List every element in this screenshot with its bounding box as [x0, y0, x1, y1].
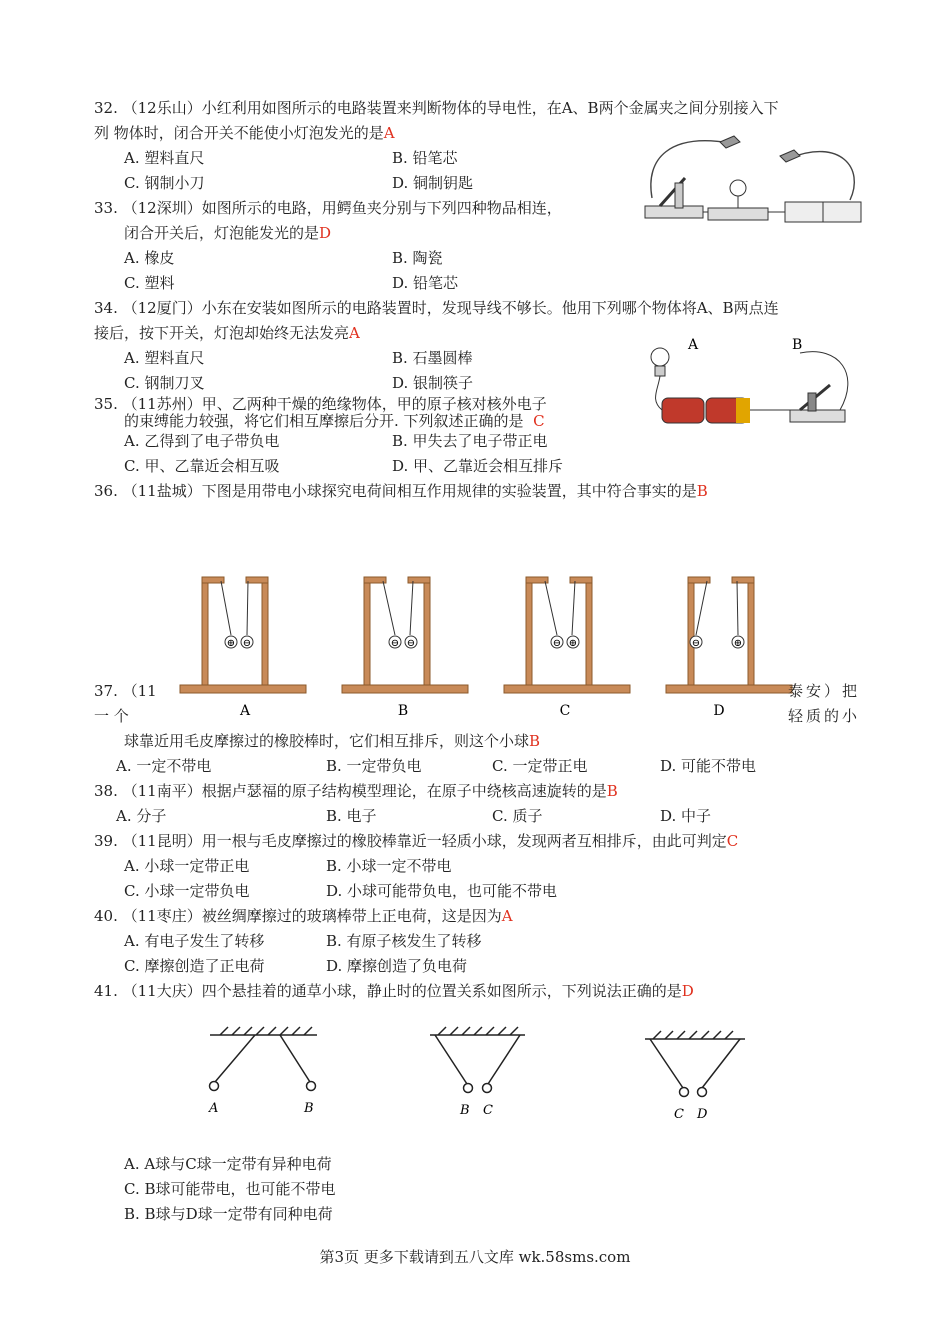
q34-option-a: A. 塑料直尺 — [124, 349, 205, 367]
q36-apparatus-c — [504, 577, 630, 719]
q35-option-b: B. 甲失去了电子带正电 — [392, 432, 548, 450]
q34-stem-line2: 接后，按下开关，灯泡却始终无法发亮A — [94, 324, 360, 342]
charge-minus-icon: ⊖ — [242, 638, 252, 649]
q39-option-a: A. 小球一定带正电 — [124, 857, 250, 875]
circuit-figure-q32 — [640, 128, 860, 228]
charge-minus-icon: ⊖ — [691, 638, 701, 649]
q33-option-b: B. 陶瓷 — [392, 249, 443, 267]
q40-option-d: D. 摩擦创造了负电荷 — [326, 957, 468, 975]
page-footer: 第3页 更多下载请到五八文库 wk.58sms.com — [319, 1248, 631, 1266]
q38-option-c: C. 质子 — [492, 807, 543, 825]
q41-group-ab — [210, 1027, 318, 1091]
q39-option-d: D. 小球可能带负电，也可能不带电 — [326, 882, 558, 900]
charge-minus-icon: ⊖ — [406, 638, 416, 649]
q33-option-a: A. 橡皮 — [124, 249, 175, 267]
q36-answer: B — [696, 482, 708, 500]
charge-plus-icon: ⊕ — [733, 638, 743, 649]
q34-label-a: A — [688, 337, 699, 353]
q41-label-d: D — [697, 1107, 708, 1122]
q41-label-a: A — [209, 1101, 219, 1116]
q37-option-c: C. 一定带正电 — [492, 757, 588, 775]
q32-answer: A — [383, 124, 395, 142]
q37-option-b: B. 一定带负电 — [326, 757, 422, 775]
q40-option-a: A. 有电子发生了转移 — [124, 932, 265, 950]
q33-option-d: D. 铅笔芯 — [392, 274, 459, 292]
q41-label-b: B — [304, 1101, 314, 1116]
circuit-figure-q34 — [640, 335, 855, 430]
q36-apparatus-b — [342, 577, 468, 719]
charge-minus-icon: ⊖ — [390, 638, 400, 649]
q41-stem: 41. （11大庆）四个悬挂着的通草小球，静止时的位置关系如图所示，下列说法正确的是D — [94, 982, 694, 1000]
q34-option-b: B. 石墨圆棒 — [392, 349, 473, 367]
q41-group-cd — [645, 1031, 745, 1097]
q33-answer: D — [319, 224, 332, 242]
q41-answer: D — [681, 982, 694, 1000]
q35-option-a: A. 乙得到了电子带负电 — [124, 432, 280, 450]
q41-label-b2: B — [460, 1103, 470, 1118]
q34-label-b: B — [792, 337, 803, 353]
q35-answer: C — [533, 412, 545, 430]
q37-answer: B — [529, 732, 541, 750]
charge-plus-icon: ⊕ — [226, 638, 236, 649]
q41-label-c: C — [483, 1103, 493, 1118]
q41-option-1: A. A球与C球一定带有异种电荷 — [124, 1155, 332, 1173]
q36-apparatus-d — [666, 577, 792, 719]
q33-option-c: C. 塑料 — [124, 274, 175, 292]
q37-stem-line3: 球靠近用毛皮摩擦过的橡胶棒时，它们相互排斥，则这个小球B — [124, 732, 541, 750]
q37-option-a: A. 一定不带电 — [116, 757, 212, 775]
q36-apparatus-a — [180, 577, 306, 719]
q35-option-c: C. 甲、乙靠近会相互吸 — [124, 457, 280, 475]
q41-group-bc — [430, 1027, 525, 1093]
q39-option-c: C. 小球一定带负电 — [124, 882, 250, 900]
q41-label-c2: C — [674, 1107, 684, 1122]
q39-stem: 39. （11昆明）用一根与毛皮摩擦过的橡胶棒靠近一轻质小球，发现两者互相排斥，由此可判定C — [94, 832, 739, 850]
q36-label-d: D — [713, 703, 725, 719]
q38-option-a: A. 分子 — [116, 807, 167, 825]
q37-stem-left2: 一 个 — [94, 707, 129, 725]
q36-stem: 36. （11盐城）下图是用带电小球探究电荷间相互作用规律的实验装置，其中符合事实的是B — [94, 482, 708, 500]
q40-option-b: B. 有原子核发生了转移 — [326, 932, 482, 950]
q35-option-d: D. 甲、乙靠近会相互排斥 — [392, 457, 564, 475]
q37-stem-right2: 轻质的小 — [788, 707, 861, 725]
q32-option-c: C. 钢制小刀 — [124, 174, 205, 192]
q32-stem-line2: 列 物体时，闭合开关不能使小灯泡发光的是A — [94, 124, 395, 142]
charge-plus-icon: ⊕ — [568, 638, 578, 649]
q34-stem-line1: 34. （12厦门）小东在安装如图所示的电路装置时，发现导线不够长。他用下列哪个物体将A、B两点连 — [94, 299, 779, 317]
q41-option-3: B. B球与D球一定带有同种电荷 — [124, 1205, 333, 1223]
q35-stem-line1: 35. （11苏州）甲、乙两种干燥的绝缘物体，甲的原子核对核外电子 — [94, 395, 547, 413]
q32-option-b: B. 铅笔芯 — [392, 149, 458, 167]
charge-minus-icon: ⊖ — [552, 638, 562, 649]
q41-option-2: C. B球可能带电，也可能不带电 — [124, 1180, 336, 1198]
q36-pendulum-figure — [175, 575, 795, 719]
q38-option-d: D. 中子 — [660, 807, 712, 825]
q40-answer: A — [501, 907, 513, 925]
q32-option-d: D. 铜制钥匙 — [392, 174, 474, 192]
q35-stem-line2: 的束缚能力较强，将它们相互摩擦后分开. 下列叙述正确的是 C — [124, 412, 545, 430]
q32-option-a: A. 塑料直尺 — [124, 149, 205, 167]
q41-hanging-balls-figure — [205, 1022, 765, 1122]
q40-stem: 40. （11枣庄）被丝绸摩擦过的玻璃棒带上正电荷，这是因为A — [94, 907, 513, 925]
q36-label-b: B — [397, 703, 409, 719]
q33-stem-line1: 33. （12深圳）如图所示的电路，用鳄鱼夹分别与下列四种物品相连， — [94, 199, 562, 217]
q39-option-b: B. 小球一定不带电 — [326, 857, 452, 875]
q36-label-a: A — [239, 703, 251, 719]
q39-answer: C — [726, 832, 739, 850]
q38-option-b: B. 电子 — [326, 807, 377, 825]
q32-stem-line1: 32. （12乐山）小红利用如图所示的电路装置来判断物体的导电性，在A、B两个金属夹之间分别接入下 — [94, 99, 779, 117]
q37-stem-right1: 泰安）把 — [788, 682, 861, 700]
q38-answer: B — [606, 782, 618, 800]
q33-stem-line2: 闭合开关后，灯泡能发光的是D — [124, 224, 332, 242]
q37-option-d: D. 可能不带电 — [660, 757, 757, 775]
q40-option-c: C. 摩擦创造了正电荷 — [124, 957, 265, 975]
q37-stem-left1: 37. （11 — [94, 682, 157, 700]
q34-option-c: C. 钢制刀叉 — [124, 374, 205, 392]
q34-option-d: D. 银制筷子 — [392, 374, 474, 392]
q34-answer: A — [349, 324, 360, 342]
q38-stem: 38. （11南平）根据卢瑟福的原子结构模型理论，在原子中绕核高速旋转的是B — [94, 782, 618, 800]
q36-label-c: C — [559, 703, 571, 719]
